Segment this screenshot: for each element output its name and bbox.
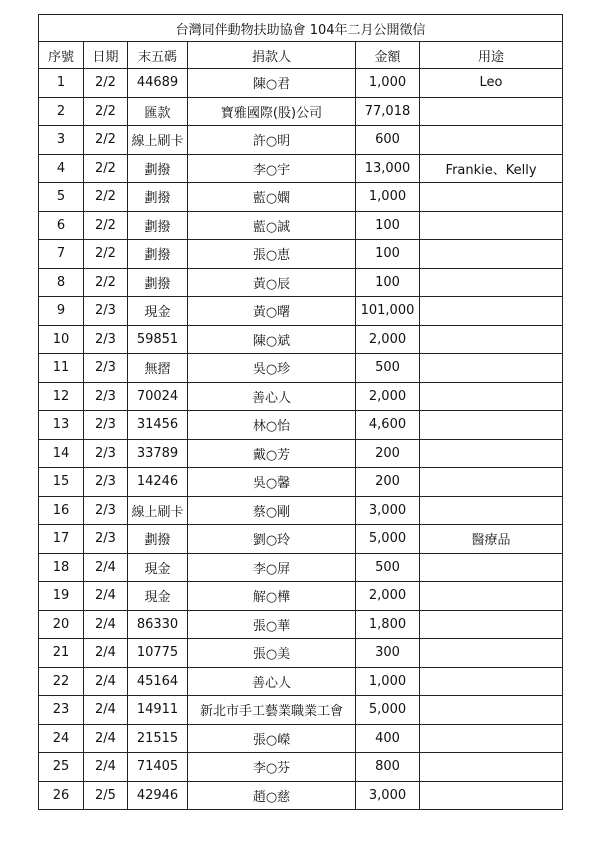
cell-name: 黃○辰 — [188, 268, 356, 297]
cell-code: 劃撥 — [128, 525, 188, 554]
cell-amount: 1,800 — [356, 610, 420, 639]
cell-code: 現金 — [128, 582, 188, 611]
cell-use — [420, 667, 563, 696]
cell-seq: 26 — [39, 781, 84, 810]
cell-date: 2/5 — [84, 781, 128, 810]
cell-name: 林○怡 — [188, 411, 356, 440]
cell-use — [420, 183, 563, 212]
cell-code: 71405 — [128, 753, 188, 782]
cell-use — [420, 639, 563, 668]
cell-code: 59851 — [128, 325, 188, 354]
cell-date: 2/2 — [84, 240, 128, 269]
cell-seq: 16 — [39, 496, 84, 525]
cell-date: 2/2 — [84, 97, 128, 126]
header-amount: 金額 — [356, 42, 420, 69]
cell-seq: 3 — [39, 126, 84, 155]
cell-seq: 12 — [39, 382, 84, 411]
cell-use — [420, 297, 563, 326]
table-row — [39, 69, 563, 98]
cell-name: 吳○珍 — [188, 354, 356, 383]
table-row — [39, 325, 563, 354]
cell-code: 42946 — [128, 781, 188, 810]
cell-amount: 1,000 — [356, 183, 420, 212]
cell-use — [420, 97, 563, 126]
cell-code: 劃撥 — [128, 240, 188, 269]
cell-use — [420, 582, 563, 611]
cell-name: 善心人 — [188, 382, 356, 411]
cell-name: 許○明 — [188, 126, 356, 155]
cell-date: 2/3 — [84, 525, 128, 554]
cell-code: 劃撥 — [128, 183, 188, 212]
cell-use — [420, 753, 563, 782]
cell-use — [420, 553, 563, 582]
cell-seq: 8 — [39, 268, 84, 297]
cell-code: 線上刷卡 — [128, 126, 188, 155]
cell-name: 善心人 — [188, 667, 356, 696]
cell-date: 2/3 — [84, 297, 128, 326]
cell-amount: 1,000 — [356, 69, 420, 98]
cell-date: 2/3 — [84, 382, 128, 411]
cell-amount: 77,018 — [356, 97, 420, 126]
table-row — [39, 496, 563, 525]
cell-seq: 10 — [39, 325, 84, 354]
cell-seq: 5 — [39, 183, 84, 212]
cell-amount: 100 — [356, 211, 420, 240]
cell-seq: 9 — [39, 297, 84, 326]
cell-use — [420, 126, 563, 155]
cell-date: 2/4 — [84, 724, 128, 753]
cell-use — [420, 781, 563, 810]
cell-amount: 300 — [356, 639, 420, 668]
cell-date: 2/4 — [84, 753, 128, 782]
table-row — [39, 382, 563, 411]
cell-seq: 25 — [39, 753, 84, 782]
cell-use — [420, 382, 563, 411]
cell-use — [420, 268, 563, 297]
cell-use — [420, 240, 563, 269]
table-row — [39, 610, 563, 639]
cell-name: 張○華 — [188, 610, 356, 639]
table-row — [39, 126, 563, 155]
cell-amount: 101,000 — [356, 297, 420, 326]
cell-code: 劃撥 — [128, 268, 188, 297]
cell-seq: 7 — [39, 240, 84, 269]
cell-use — [420, 354, 563, 383]
title-row — [39, 15, 563, 42]
cell-date: 2/3 — [84, 496, 128, 525]
table-row — [39, 354, 563, 383]
cell-amount: 500 — [356, 553, 420, 582]
cell-seq: 4 — [39, 154, 84, 183]
cell-date: 2/2 — [84, 126, 128, 155]
table-row — [39, 639, 563, 668]
header-code: 末五碼 — [128, 42, 188, 69]
cell-code: 10775 — [128, 639, 188, 668]
cell-seq: 6 — [39, 211, 84, 240]
cell-name: 劉○玲 — [188, 525, 356, 554]
header-use: 用途 — [420, 42, 563, 69]
cell-date: 2/2 — [84, 154, 128, 183]
table-row — [39, 781, 563, 810]
cell-amount: 200 — [356, 439, 420, 468]
cell-code: 33789 — [128, 439, 188, 468]
cell-code: 線上刷卡 — [128, 496, 188, 525]
cell-date: 2/4 — [84, 667, 128, 696]
cell-seq: 17 — [39, 525, 84, 554]
cell-name: 李○芬 — [188, 753, 356, 782]
cell-code: 現金 — [128, 553, 188, 582]
cell-use — [420, 496, 563, 525]
table-row — [39, 553, 563, 582]
cell-amount: 800 — [356, 753, 420, 782]
cell-name: 張○恵 — [188, 240, 356, 269]
cell-amount: 2,000 — [356, 325, 420, 354]
cell-amount: 5,000 — [356, 525, 420, 554]
cell-date: 2/4 — [84, 610, 128, 639]
cell-use — [420, 439, 563, 468]
cell-date: 2/3 — [84, 325, 128, 354]
cell-name: 蔡○剛 — [188, 496, 356, 525]
cell-amount: 500 — [356, 354, 420, 383]
table-row — [39, 582, 563, 611]
cell-use — [420, 211, 563, 240]
cell-use — [420, 610, 563, 639]
cell-seq: 11 — [39, 354, 84, 383]
cell-name: 陳○斌 — [188, 325, 356, 354]
cell-use: Frankie、Kelly — [420, 154, 563, 183]
cell-amount: 2,000 — [356, 382, 420, 411]
cell-code: 14246 — [128, 468, 188, 497]
cell-date: 2/2 — [84, 211, 128, 240]
header-name: 捐款人 — [188, 42, 356, 69]
cell-code: 44689 — [128, 69, 188, 98]
cell-name: 張○美 — [188, 639, 356, 668]
cell-seq: 20 — [39, 610, 84, 639]
cell-code: 14911 — [128, 696, 188, 725]
cell-seq: 14 — [39, 439, 84, 468]
cell-seq: 15 — [39, 468, 84, 497]
table-body — [39, 69, 563, 810]
cell-date: 2/2 — [84, 183, 128, 212]
cell-date: 2/2 — [84, 268, 128, 297]
cell-use: 醫療品 — [420, 525, 563, 554]
cell-name: 藍○誠 — [188, 211, 356, 240]
table-row — [39, 667, 563, 696]
header-row — [39, 42, 563, 69]
cell-seq: 21 — [39, 639, 84, 668]
cell-code: 現金 — [128, 297, 188, 326]
cell-name: 黃○曙 — [188, 297, 356, 326]
cell-name: 李○屏 — [188, 553, 356, 582]
cell-seq: 13 — [39, 411, 84, 440]
cell-code: 劃撥 — [128, 211, 188, 240]
table-row — [39, 439, 563, 468]
cell-name: 新北市手工藝業職業工會 — [188, 696, 356, 725]
cell-seq: 24 — [39, 724, 84, 753]
cell-use — [420, 724, 563, 753]
cell-use — [420, 325, 563, 354]
table-row — [39, 211, 563, 240]
cell-date: 2/3 — [84, 468, 128, 497]
cell-date: 2/4 — [84, 639, 128, 668]
cell-amount: 600 — [356, 126, 420, 155]
cell-use: Leo — [420, 69, 563, 98]
cell-seq: 1 — [39, 69, 84, 98]
cell-code: 劃撥 — [128, 154, 188, 183]
table-row — [39, 753, 563, 782]
cell-code: 45164 — [128, 667, 188, 696]
cell-date: 2/4 — [84, 696, 128, 725]
cell-name: 趙○慈 — [188, 781, 356, 810]
donation-table — [38, 14, 563, 810]
cell-date: 2/4 — [84, 553, 128, 582]
cell-date: 2/3 — [84, 411, 128, 440]
cell-seq: 19 — [39, 582, 84, 611]
cell-date: 2/3 — [84, 354, 128, 383]
cell-seq: 18 — [39, 553, 84, 582]
cell-seq: 23 — [39, 696, 84, 725]
cell-code: 無摺 — [128, 354, 188, 383]
cell-use — [420, 411, 563, 440]
cell-seq: 22 — [39, 667, 84, 696]
cell-amount: 1,000 — [356, 667, 420, 696]
header-date: 日期 — [84, 42, 128, 69]
cell-date: 2/3 — [84, 439, 128, 468]
table-row — [39, 240, 563, 269]
cell-amount: 13,000 — [356, 154, 420, 183]
cell-code: 匯款 — [128, 97, 188, 126]
cell-name: 李○宇 — [188, 154, 356, 183]
cell-name: 陳○君 — [188, 69, 356, 98]
donation-ledger-sheet — [38, 14, 562, 810]
cell-amount: 100 — [356, 268, 420, 297]
cell-code: 86330 — [128, 610, 188, 639]
table-row — [39, 724, 563, 753]
table-row — [39, 696, 563, 725]
cell-code: 70024 — [128, 382, 188, 411]
cell-name: 張○嶸 — [188, 724, 356, 753]
table-row — [39, 183, 563, 212]
cell-amount: 2,000 — [356, 582, 420, 611]
cell-amount: 200 — [356, 468, 420, 497]
table-row — [39, 97, 563, 126]
cell-date: 2/2 — [84, 69, 128, 98]
table-row — [39, 525, 563, 554]
cell-amount: 3,000 — [356, 496, 420, 525]
cell-use — [420, 696, 563, 725]
cell-amount: 400 — [356, 724, 420, 753]
table-row — [39, 268, 563, 297]
cell-seq: 2 — [39, 97, 84, 126]
header-seq: 序號 — [39, 42, 84, 69]
table-row — [39, 411, 563, 440]
cell-name: 吳○馨 — [188, 468, 356, 497]
table-row — [39, 154, 563, 183]
cell-name: 解○樺 — [188, 582, 356, 611]
cell-name: 戴○芳 — [188, 439, 356, 468]
cell-name: 寶雅國際(股)公司 — [188, 97, 356, 126]
cell-amount: 3,000 — [356, 781, 420, 810]
cell-name: 藍○嫻 — [188, 183, 356, 212]
table-row — [39, 468, 563, 497]
cell-amount: 5,000 — [356, 696, 420, 725]
cell-code: 21515 — [128, 724, 188, 753]
cell-amount: 4,600 — [356, 411, 420, 440]
cell-date: 2/4 — [84, 582, 128, 611]
cell-code: 31456 — [128, 411, 188, 440]
document-title: 台灣同伴動物扶助協會 104年二月公開徵信 — [39, 15, 563, 42]
cell-use — [420, 468, 563, 497]
cell-amount: 100 — [356, 240, 420, 269]
table-row — [39, 297, 563, 326]
